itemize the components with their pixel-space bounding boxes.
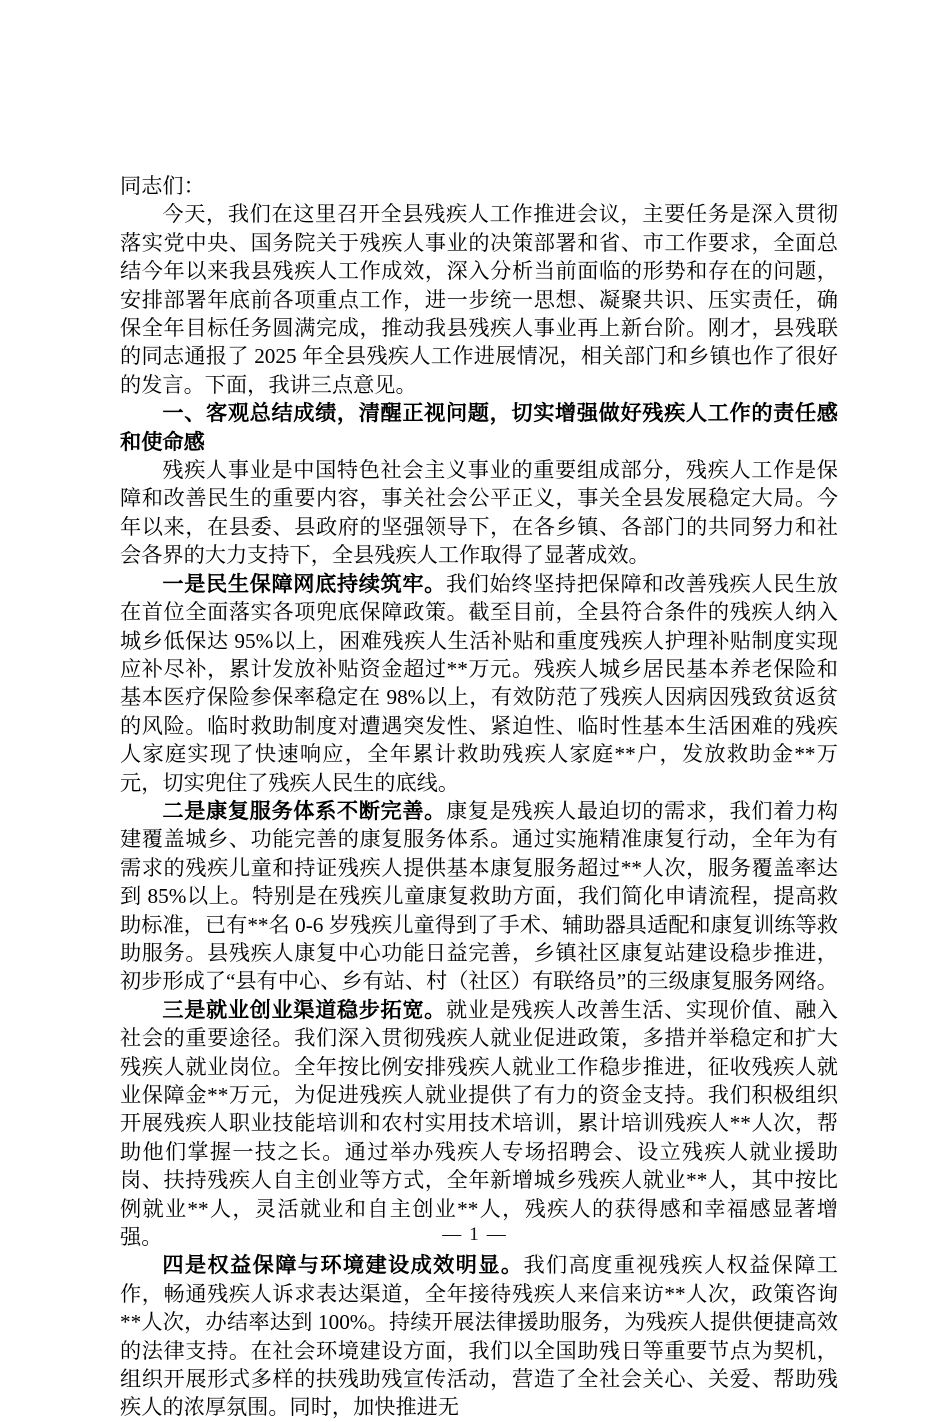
point-3-bold-lead: 三是就业创业渠道稳步拓宽。: [162, 997, 446, 1022]
point-4-bold-lead: 四是权益保障与环境建设成效明显。: [162, 1253, 524, 1278]
point-1-bold-lead: 一是民生保障网底持续筑牢。: [162, 571, 446, 596]
point-2-bold-lead: 二是康复服务体系不断完善。: [162, 798, 446, 823]
paragraph-point-1: [120, 570, 838, 797]
footer-dash-right: —: [486, 1224, 508, 1245]
paragraph-point-3: [120, 996, 838, 1252]
point-4-body: 我们高度重视残疾人权益保障工作，畅通残疾人诉求表达渠道，全年接待残疾人来信来访**人次，政策咨询**人次，办结率达到 100%。持续开展法律援助服务，为残疾人提供便捷高效的法律支持。在社会环境建设方面，我们以全国助残日等重要节点为契机，组织开展形式多样的扶残助残宣传活动，营造了全社会关心、关爱、帮助残疾人的浓厚氛围。同时，加快推进无: [120, 1253, 838, 1420]
page-number: 1: [469, 1224, 481, 1245]
paragraph-point-2: [120, 797, 838, 996]
paragraph-salutation: 同志们：: [120, 174, 205, 198]
page-footer: [0, 1222, 950, 1248]
paragraph-opening: 今天，我们在这里召开全县残疾人工作推进会议，主要任务是深入贯彻落实党中央、国务院关于残疾人事业的决策部署和省、市工作要求，全面总结今年以来我县残疾人工作成效，深入分析当前面临的形势和存在的问题，安排部署年底前各项重点工作，进一步统一思想、凝聚共识、压实责任，确保全年目标任务圆满完成，推动我县残疾人事业再上新台阶。刚才，县残联的同志通报了 2025 年全县残疾人工作进展情况，相关部门和乡镇也作了很好的发言。下面，我讲三点意见。: [120, 202, 838, 397]
footer-dash-left: —: [442, 1224, 464, 1245]
section-heading-1: 一、客观总结成绩，清醒正视问题，切实增强做好残疾人工作的责任感和使命感: [120, 401, 838, 454]
paragraph-point-4: [120, 1251, 838, 1421]
point-2-body: 康复是残疾人最迫切的需求，我们着力构建覆盖城乡、功能完善的康复服务体系。通过实施精准康复行动，全年为有需求的残疾儿童和持证残疾人提供基本康复服务超过**人次，服务覆盖率达到 85%以上。特别是在残疾儿童康复救助方面，我们简化申请流程，提高救助标准，已有**名 0-6 岁残疾儿童得到了手术、辅助器具适配和康复训练等救助服务。县残疾人康复中心功能日益完善，乡镇社区康复站建设稳步推进，初步形成了“县有中心、乡有站、村（社区）有联络员”的三级康复服务网络。: [120, 798, 838, 994]
point-3-body: 就业是残疾人改善生活、实现价值、融入社会的重要途径。我们深入贯彻残疾人就业促进政策，多措并举稳定和扩大残疾人就业岗位。全年按比例安排残疾人就业工作稳步推进，征收残疾人就业保障金**万元，为促进残疾人就业提供了有力的资金支持。我们积极组织开展残疾人职业技能培训和农村实用技术培训，累计培训残疾人**人次，帮助他们掌握一技之长。通过举办残疾人专场招聘会、设立残疾人就业援助岗、扶持残疾人自主创业等方式，全年新增城乡残疾人就业**人，其中按比例就业**人，灵活就业和自主创业**人，残疾人的获得感和幸福感显著增强。: [120, 997, 838, 1250]
paragraph-section-1-intro: 残疾人事业是中国特色社会主义事业的重要组成部分，残疾人工作是保障和改善民生的重要内容，事关社会公平正义，事关全县发展稳定大局。今年以来，在县委、县政府的坚强领导下，在各乡镇、各部门的共同努力和社会各界的大力支持下，全县残疾人工作取得了显著成效。: [120, 458, 838, 568]
point-1-body: 我们始终坚持把保障和改善残疾人民生放在首位全面落实各项兜底保障政策。截至目前，全县符合条件的残疾人纳入城乡低保达 95%以上，困难残疾人生活补贴和重度残疾人护理补贴制度实现应补尽补，累计发放补贴资金超过**万元。残疾人城乡居民基本养老保险和基本医疗保险参保率稳定在 98%以上，有效防范了残疾人因病因残致贫返贫的风险。临时救助制度对遭遇突发性、紧迫性、临时性基本生活困难的残疾人家庭实现了快速响应，全年累计救助残疾人家庭**户，发放救助金**万元，切实兜住了残疾人民生的底线。: [120, 571, 838, 795]
